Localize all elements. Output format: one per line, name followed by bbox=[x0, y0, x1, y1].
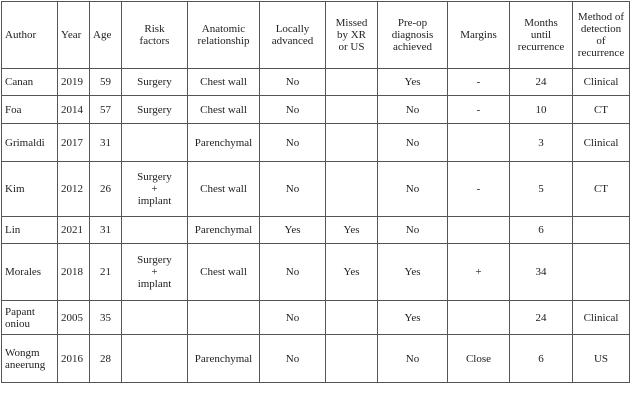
cell-anatomic-relationship: Parenchymal bbox=[188, 335, 260, 383]
cell-author: Lin bbox=[2, 217, 58, 244]
cell-anatomic-relationship bbox=[188, 301, 260, 335]
cell-method bbox=[573, 217, 630, 244]
cell-preop-diagnosis: No bbox=[378, 162, 448, 217]
cell-months: 6 bbox=[510, 217, 573, 244]
table-row bbox=[2, 96, 630, 124]
cell-method: Clinical bbox=[573, 301, 630, 335]
cell-method bbox=[573, 244, 630, 301]
cell-method: CT bbox=[573, 96, 630, 124]
cell-months: 34 bbox=[510, 244, 573, 301]
cell-months: 5 bbox=[510, 162, 573, 217]
col-header-months: Months until recurrence bbox=[510, 2, 573, 69]
cell-author: Grimaldi bbox=[2, 124, 58, 162]
cell-preop-diagnosis: No bbox=[378, 335, 448, 383]
col-header-method: Method of detection of recurrence bbox=[573, 2, 630, 69]
table-row bbox=[2, 301, 630, 335]
cell-method: Clinical bbox=[573, 69, 630, 96]
table-row bbox=[2, 244, 630, 301]
cell-months: 6 bbox=[510, 335, 573, 383]
cell-risk-factors bbox=[122, 217, 188, 244]
cell-author: Morales bbox=[2, 244, 58, 301]
cell-risk-factors bbox=[122, 124, 188, 162]
cell-missed bbox=[326, 335, 378, 383]
cell-age: 59 bbox=[90, 69, 122, 96]
cell-author: Kim bbox=[2, 162, 58, 217]
col-header-year: Year bbox=[58, 2, 90, 69]
cell-missed bbox=[326, 69, 378, 96]
cell-missed bbox=[326, 124, 378, 162]
cell-risk-factors: Surgery + implant bbox=[122, 244, 188, 301]
cell-months: 10 bbox=[510, 96, 573, 124]
cell-anatomic-relationship: Chest wall bbox=[188, 69, 260, 96]
cell-anatomic-relationship: Chest wall bbox=[188, 244, 260, 301]
cell-risk-factors bbox=[122, 335, 188, 383]
cell-margins: - bbox=[448, 162, 510, 217]
col-header-age: Age bbox=[90, 2, 122, 69]
cell-locally-advanced: Yes bbox=[260, 217, 326, 244]
cell-year: 2018 bbox=[58, 244, 90, 301]
cell-locally-advanced: No bbox=[260, 301, 326, 335]
cell-locally-advanced: No bbox=[260, 162, 326, 217]
cell-preop-diagnosis: Yes bbox=[378, 301, 448, 335]
col-header-locally-advanced: Locally advanced bbox=[260, 2, 326, 69]
cell-risk-factors: Surgery bbox=[122, 69, 188, 96]
cell-margins: + bbox=[448, 244, 510, 301]
cell-anatomic-relationship: Parenchymal bbox=[188, 217, 260, 244]
col-header-author: Author bbox=[2, 2, 58, 69]
cell-preop-diagnosis: No bbox=[378, 124, 448, 162]
cell-author: Foa bbox=[2, 96, 58, 124]
cell-age: 57 bbox=[90, 96, 122, 124]
cell-risk-factors: Surgery bbox=[122, 96, 188, 124]
cell-method: Clinical bbox=[573, 124, 630, 162]
cell-author: Canan bbox=[2, 69, 58, 96]
table-row bbox=[2, 217, 630, 244]
cell-age: 26 bbox=[90, 162, 122, 217]
cell-margins: Close bbox=[448, 335, 510, 383]
table-row bbox=[2, 162, 630, 217]
cell-age: 31 bbox=[90, 217, 122, 244]
cell-preop-diagnosis: Yes bbox=[378, 69, 448, 96]
cell-year: 2014 bbox=[58, 96, 90, 124]
cell-risk-factors: Surgery + implant bbox=[122, 162, 188, 217]
cell-year: 2016 bbox=[58, 335, 90, 383]
cell-preop-diagnosis: Yes bbox=[378, 244, 448, 301]
table-row bbox=[2, 124, 630, 162]
col-header-missed: Missed by XR or US bbox=[326, 2, 378, 69]
cell-missed bbox=[326, 162, 378, 217]
cell-locally-advanced: No bbox=[260, 69, 326, 96]
cell-anatomic-relationship: Chest wall bbox=[188, 162, 260, 217]
cell-age: 28 bbox=[90, 335, 122, 383]
recurrence-table bbox=[1, 1, 630, 383]
cell-year: 2019 bbox=[58, 69, 90, 96]
cell-locally-advanced: No bbox=[260, 335, 326, 383]
cell-anatomic-relationship: Chest wall bbox=[188, 96, 260, 124]
cell-year: 2012 bbox=[58, 162, 90, 217]
cell-missed bbox=[326, 301, 378, 335]
cell-anatomic-relationship: Parenchymal bbox=[188, 124, 260, 162]
cell-year: 2005 bbox=[58, 301, 90, 335]
cell-margins bbox=[448, 124, 510, 162]
cell-locally-advanced: No bbox=[260, 244, 326, 301]
cell-author: Wongm aneerung bbox=[2, 335, 58, 383]
cell-year: 2017 bbox=[58, 124, 90, 162]
cell-margins: - bbox=[448, 96, 510, 124]
cell-locally-advanced: No bbox=[260, 96, 326, 124]
header-row bbox=[2, 2, 630, 69]
col-header-margins: Margins bbox=[448, 2, 510, 69]
cell-author: Papant oniou bbox=[2, 301, 58, 335]
cell-missed: Yes bbox=[326, 217, 378, 244]
cell-age: 35 bbox=[90, 301, 122, 335]
col-header-risk-factors: Risk factors bbox=[122, 2, 188, 69]
cell-preop-diagnosis: No bbox=[378, 96, 448, 124]
cell-age: 31 bbox=[90, 124, 122, 162]
cell-margins bbox=[448, 301, 510, 335]
cell-months: 24 bbox=[510, 301, 573, 335]
cell-margins bbox=[448, 217, 510, 244]
col-header-anatomic-relationship: Anatomic relationship bbox=[188, 2, 260, 69]
cell-months: 24 bbox=[510, 69, 573, 96]
cell-method: CT bbox=[573, 162, 630, 217]
cell-locally-advanced: No bbox=[260, 124, 326, 162]
table-row bbox=[2, 69, 630, 96]
cell-age: 21 bbox=[90, 244, 122, 301]
cell-months: 3 bbox=[510, 124, 573, 162]
table-row bbox=[2, 335, 630, 383]
cell-risk-factors bbox=[122, 301, 188, 335]
cell-year: 2021 bbox=[58, 217, 90, 244]
cell-missed bbox=[326, 96, 378, 124]
col-header-preop-diagnosis: Pre-op diagnosis achieved bbox=[378, 2, 448, 69]
cell-method: US bbox=[573, 335, 630, 383]
cell-preop-diagnosis: No bbox=[378, 217, 448, 244]
cell-missed: Yes bbox=[326, 244, 378, 301]
cell-margins: - bbox=[448, 69, 510, 96]
